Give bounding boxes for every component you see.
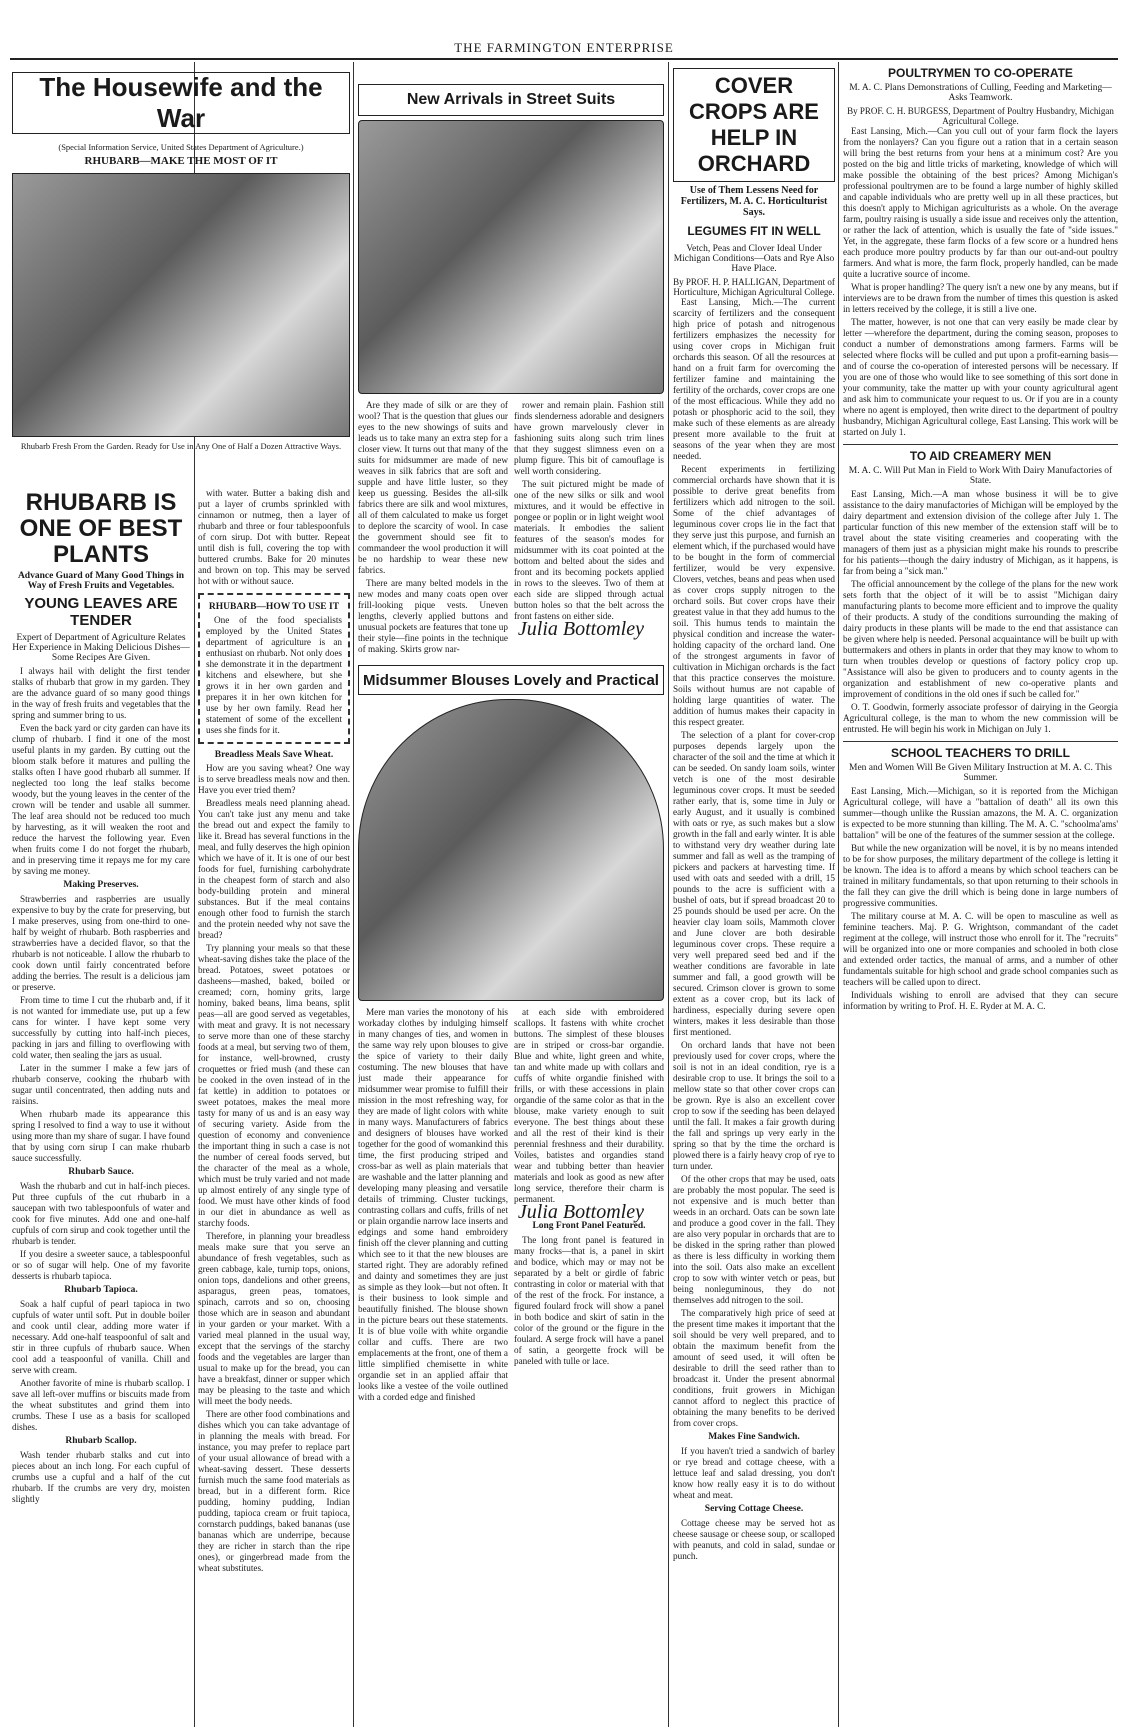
paragraph: One of the food specialists employed by the United States department of agriculture is an enthusiast on rhubarb. Not only does she demonstrate it in the department kitchens and elsewhere, but she grows it in her own garden and prepares it in her own kitchen for use by her own family. Read her statement of some of the excellent uses she finds for it.	[206, 615, 342, 735]
street-suit-illustration	[358, 120, 664, 394]
legumes-subhead: LEGUMES FIT IN WELL	[687, 224, 821, 238]
paragraph: When rhubarb made its appearance this spring I resolved to find a way to use it without using more than my share of sugar. I have found that by using corn sirup I can make rhubarb sauce successfully.	[12, 1109, 190, 1163]
paragraph: Are they made of silk or are they of wool? That is the question that glues our eyes to the new showings of suits and leads us to take many an extra step for a closer view. It turns out that many of the suits for midsummer are made of new weaves in silk fabrics that are soft and supple and have little luster, so they keep us guessing. Besides the all-silk fabrics there are silk and wool mixtures, all of them calculated to make us forget to deplore the scarcity of wool. In case the government should see fit to commandeer the wool production it will be no hardship to wear these new fabrics.	[358, 400, 508, 575]
poultry-section	[843, 62, 1118, 1727]
housewife-section	[12, 62, 350, 472]
poultry-title: POULTRYMEN TO CO-OPERATE	[888, 66, 1073, 80]
cover-crops-title: COVER CROPS ARE HELP IN ORCHARD	[689, 73, 819, 176]
cover-crops-section	[673, 62, 835, 1727]
school-teachers-title: SCHOOL TEACHERS TO DRILL	[843, 741, 1118, 760]
signature: Julia Bottomley	[517, 1201, 644, 1223]
paragraph: Wash the rhubarb and cut in half-inch pieces. Put three cupfuls of the cut rhubarb in a saucepan with two tablespoonfuls of water and cook for five minutes. Add one and one-half cupfuls of corn sirup and cook together until the rhubarb is tender.	[12, 1181, 190, 1246]
paragraph: If you desire a sweeter sauce, a tablespoonful or so of sugar will help. One of my favorite desserts is rhubarb tapioca.	[12, 1249, 190, 1281]
rhubarb-headline: RHUBARB IS ONE OF BEST PLANTS	[19, 490, 183, 568]
paragraph: Mere man varies the monotony of his workaday clothes by indulging himself in many changes of ties, and women in the same way rely upon blouses to give the spice of variety to their daily costuming. The new blouses that have just made their appearance for midsummer wear promise to fulfill their mission in the most refreshing way, for they are made of light colors with white in many ways. Manufacturers of fabrics and designers of blouses have worked together for the good of womankind this time, the first producing striped and cross-bar as well as plain materials that are washable and the latter planning and developing many pleasing and versatile details of trimming. Cluster tuckings, contrasting collars and cuffs, frills of net or plain organdie narrow lace inserts and edgings and some hand embroidery finish off the clever planning and cutting which see to it that the new blouses are started right. They are adorably refined and dainty and sometimes they are just as simple as they look—but not often. It is their business to look simple and beautifully finished. The blouse shown in the picture bears out these statements. It is of blue voile with white organdie collar and cuffs. There are two emplacements at the front, one of them a little simplified chemisette in white organdie set in an applied affair that looks like a vestee of the voile outlined with a corded edge and finished	[358, 1007, 509, 1402]
paragraph: with water. Butter a baking dish and put a layer of crumbs sprinkled with cinnamon or nutmeg, then a layer of rhubarb and three or four tablespoonfuls of corn sirup. Dot with butter. Repeat until dish is full, covering the top with buttered crumbs. Bake for 20 minutes and brown on top. This may be served hot with or without sauce.	[198, 488, 350, 586]
paragraph: Another favorite of mine is rhubarb scallop. I save all left-over muffins or biscuits made from the wheat substitutes and grind them into crumbs. These I use as a basis for scalloped dishes.	[12, 1378, 190, 1432]
creamery-deck: M. A. C. Will Put Man in Field to Work With Dairy Manufactories of State.	[848, 466, 1113, 486]
paragraph: If you haven't tried a sandwich of barley or rye bread and cottage cheese, with a lettuce leaf and salad dressing, you don't know how really easy it is to do without wheat and meat.	[673, 1446, 835, 1500]
blouse-illustration	[358, 699, 664, 1001]
breadless-title: Breadless Meals Save Wheat.	[214, 750, 334, 760]
paragraph: From time to time I cut the rhubarb and, if it is not wanted for immediate use, put up a few cans for winter. I have kept some very successfully by cutting into half-inch pieces, packing in jars and filling to overflowing with cold water, then sealing the jars as usual.	[12, 995, 190, 1060]
rhubarb-caption: Rhubarb Fresh From the Garden. Ready for Use in Any One of Half a Dozen Attractive Ways.	[20, 441, 342, 451]
paragraph: On orchard lands that have not been previously used for cover crops, where the soil is not in an ideal condition, rye is a desirable crop to use. It brings the soil to a mellow state so that other cover crops can be grown. Rye is also an excellent cover crop to sow if the seeding has been delayed until the fall. It makes a fair growth during the fall and springs up very early in the spring so that by the time the orchard is plowed there is a fairly heavy crop of rye to turn under.	[673, 1040, 835, 1171]
subhead: Rhubarb Tapioca.	[64, 1285, 138, 1295]
paragraph: Wash tender rhubarb stalks and cut into pieces about an inch long. For each cupful of crumbs use a cupful and a half of the cut rhubarb. If the crumbs are very dry, moisten slightly	[12, 1450, 190, 1504]
masthead: THE FARMINGTON ENTERPRISE	[454, 40, 674, 55]
paragraph: But while the new organization will be novel, it is by no means intended to be for show purposes, the military department of the college is letting it be known. The idea is to afford a means by which school teachers can be trained in military fundamentals, so that upon returning to their schools in the fall they can give the drill which is being done in large numbers of progressive communities.	[843, 843, 1118, 908]
paragraph: The official announcement by the college of the plans for the new work sets forth that the object of it will be to assist "Michigan dairy manufacturing plants to become more efficient and to improve the quality of their products. A study of the conditions surrounding the making of dairy products in these plants will be made to the end that assistance can be given where help is needed. Personal acquaintance will be built up with buttermakers and others in plants in order that they may know to whom to turn when troubles develop or questions of factory policy crop up. "Assistance will also be given to producers and to county agents in the organization and establishment of new co-operative plants and improvement of conditions in the old ones if such be called for."	[843, 579, 1118, 699]
rhubarb-deck: Advance Guard of Many Good Things in Way of Fresh Fruits and Vegetables.	[17, 571, 185, 591]
byline: By PROF. H. P. HALLIGAN, Department of Horticulture, Michigan Agricultural College.	[673, 277, 835, 297]
paragraph: East Lansing, Mich.—Can you cull out of your farm flock the layers from the nonlayers? Can you figure out a ration that in a certain season will bring the best returns from your hens at a minimum cost? Are you posted on the big and little tricks of marketing, knowledge of which will make possible the obtaining of the best prices? Among Michigan's professional poultrymen are to be found a large number of highly skilled and capable individuals who are pretty well up in all these practices, but this doesn't apply to Michigan agriculturists as a whole. On the average farm, poultry raising is usually a side issue and receives only the attention, or rather the lack of attention, which is usually the fate of "side issues." Yet, in the aggregate, these farm flocks of a few score or a hundred hens each produce more poultry products by far than our out-and-out poultry farmers. And what is more, the farm flock, properly handled, can be made quite a lucrative source of income.	[843, 126, 1118, 279]
paragraph: There are many belted models in the new modes and many coats open over frill-looking pique vests. Uneven lengths, cleverly applied buttons and unusual pockets are features that tone up their style—fine points in the technique of making. Skirts grow nar-	[358, 578, 508, 654]
paragraph: Soak a half cupful of pearl tapioca in two cupfuls of water until soft. Put in double boiler and cook until clear, adding more water if necessary. Add one-half teaspoonful of salt and stir in three cupfuls of rhubarb sauce. When cool add a teaspoonful of vanilla. Chill and serve with cream.	[12, 1299, 190, 1375]
paragraph: How are you saving wheat? One way is to serve breadless meals now and then. Have you ever tried them?	[198, 763, 350, 795]
fashion-section	[358, 62, 664, 1727]
paragraph: There are other food combinations and dishes which you can take advantage of in planning the meals with bread. For instance, you may prefer to replace part of your usual allowance of bread with a wheat-saving dessert. These desserts furnish much the same food materials as bread, but in a different form. Rice pudding, hominy pudding, Indian pudding, tapioca cream or fruit tapioca, cornstarch puddings, baked bananas (use bananas which are underripe, because they are richer in starch than the ripe ones), or gingerbread made from the wheat substitutes.	[198, 1409, 350, 1573]
paragraph: Cottage cheese may be served hot as cheese sausage or cheese soup, or scalloped with peanuts, and cold in salad, sundae or punch.	[673, 1518, 835, 1561]
paragraph: Strawberries and raspberries are usually expensive to buy by the crate for preserving, but I make preserves, using from one-third to one-half by weight of rhubarb. Both raspberries and strawberries have a decided flavor, so that the rhubarb is not noticeable. I allow the rhubarb to cook down until fairly concentrated before adding the berries. The result is a delicious jam or preserve.	[12, 894, 190, 992]
rhubarb-photo	[12, 173, 350, 437]
street-suits-title: New Arrivals in Street Suits	[406, 91, 616, 108]
paragraph: Therefore, in planning your breadless meals make sure that you serve an abundance of fresh vegetables, such as green cabbage, kale, turnip tops, onions, onion tops, dandelions and other greens, asparagus, green peas, tomatoes, spinach, carrots and so on, choosing those which are in season and abundant in your garden or your market. With a varied meal planned in the usual way, except that the servings of the starchy foods and the vegetables are larger than usual to make up for the bread, you can have a breakfast, dinner or supper which may be pleasing to the taste and which will meet the body needs.	[198, 1231, 350, 1406]
masthead-rule	[10, 58, 1118, 60]
byline: By PROF. C. H. BURGESS, Department of Poultry Husbandry, Michigan Agricultural College.	[847, 106, 1114, 126]
long-panel-title: Long Front Panel Featured.	[532, 1221, 646, 1231]
blouses-title: Midsummer Blouses Lovely and Practical	[363, 671, 659, 689]
housewife-subhead: RHUBARB—MAKE THE MOST OF IT	[84, 155, 278, 167]
paragraph: O. T. Goodwin, formerly associate professor of dairying in the Georgia Agricultural college, is the man to whom the new commission will be entrusted. He will begin his work in Michigan on July 1.	[843, 702, 1118, 734]
sandwich-title: Makes Fine Sandwich.	[708, 1432, 800, 1442]
paragraph: What is proper handling? The query isn't a new one by any means, but if interviews are to be drawn from the number of times this question is asked in letters received by the college, it is still a live one.	[843, 282, 1118, 314]
signature: Julia Bottomley	[517, 618, 644, 640]
poultry-deck: M. A. C. Plans Demonstrations of Culling, Feeding and Marketing—Asks Teamwork.	[849, 83, 1112, 103]
paragraph: I always hail with delight the first tender stalks of rhubarb that grow in my garden. They are the advance guard of so many good things in the way of fresh fruits and vegetables that the spring and summer bring to us.	[12, 666, 190, 720]
column-rule	[838, 62, 839, 1727]
paragraph: The long front panel is featured in many frocks—that is, a panel in skirt and bodice, which may or may not be separated by a belt or girdle of fabric contrasting in color or material with that of the rest of the frock. For instance, a figured foulard frock will show a panel in both bodice and skirt of satin in the color of the ground or the figure in the foulard. A serge frock will have a panel of satin, a georgette frock will be paneled with tulle or lace.	[514, 1235, 664, 1366]
subhead: Making Preserves.	[63, 880, 139, 890]
column-rule	[668, 62, 669, 1727]
paragraph: The suit pictured might be made of one of the new silks or silk and wool mixtures, and it would be effective in pongee or poplin or in light weight wool materials. It embodies the salient features of the season's modes for midsummer with its coat pointed at the bottom and belted about the sides and front and its becoming pockets applied in rows to the sleeves. Two of them at each side are slipped through actual button holes so that the belt across the front fastens on either side.	[514, 479, 664, 621]
paragraph: Try planning your meals so that these wheat-saving dishes take the place of the bread. Potatoes, sweet potatoes or dasheens—mashed, baked, boiled or creamed; corn, hominy grits, large hominy, baked beans, lima beans, split peas—all are good served as vegetables, with meat and gravy. It is not necessary to serve more than one of these starchy foods at a meal, but serving two of them, for instance, well-browned, crusty croquettes or fried mush (and these can be cooked in the oven instead of in the fat kettle) in addition to potatoes or sweet potatoes, makes the meal more tasty for many of us and is an easy way of securing variety. Aside from the question of economy and convenience the important thing in such a case is not the number of cereal foods served, but the character of the meal as a whole, which must be truly varied and not made up almost entirely of any single type of food. We must have other kinds of food in our diet in abundance as well as starchy foods.	[198, 943, 350, 1228]
paragraph: The military course at M. A. C. will be open to masculine as well as feminine teachers. Maj. P. G. Wrightson, commandant of the cadet regiment at the college, will instruct those who enroll for it. The "recruits" will be organized into one or more companies and schooled in both close and extended order tactics, the manual of arms, and a number of other fundamentals suitable for high school and grade school companies such as teachers will be called upon to direct.	[843, 911, 1118, 987]
paragraph: East Lansing, Mich.—A man whose business it will be to give assistance to the dairy manufactories of Michigan will be employed by the dairy department and extension division of the college after July 1. The particular function of this new member of the extension staff will be to travel about the state visiting creameries and cooperating with the managers of them just as a physician might make his rounds to prescribe for his patients—though the dairy industry of Michigan, as it happens, is far from being a "sick man."	[843, 489, 1118, 576]
subhead: Rhubarb Sauce.	[68, 1167, 134, 1177]
paragraph: The matter, however, is not one that can very easily be made clear by letter —wherefore the department, during the coming season, proposes to conduct a number of demonstrations among farmers. Farms will be selected where flocks will be culled and put upon a profit-earning basis—and of course the co-operation of interested persons will be necessary. If you are one of those who would like to see something of this sort done in your community, take the matter up with your county agricultural agent and ask him to communicate your request to us. Or if you are in a county where no agent is employed, then write direct to the department of poultry husbandry, Michigan Agricultural college, East Lansing. This work will be started on July 1.	[843, 317, 1118, 437]
subhead: Rhubarb Scallop.	[65, 1436, 137, 1446]
paragraph: East Lansing, Mich.—Michigan, so it is reported from the Michigan Agricultural college, will have a "battalion of death" all its own this summer—though unlike the Russian amazons, the M. A. C. organization is expected to be more stunning than killing. The M. A. C. "schoolma'ams' battalion" will be one of the features of the summer session at the college.	[843, 786, 1118, 840]
paragraph: Of the other crops that may be used, oats are probably the most popular. The seed is not expensive and is much better than weeds in an orchard. Oats can be sown late and produce a good cover in the fall. They are also very popular in orchards that are to be disked in the spring rather than plowed as there is less difficulty in working them into the soil. Oats also make an excellent crop to sow with winter vetch or peas, but being nonleguminous, they do not themselves add nitrogen to the soil.	[673, 1174, 835, 1305]
young-leaves-headline: YOUNG LEAVES ARE TENDER	[24, 595, 178, 629]
column-rule	[353, 62, 354, 1727]
school-teachers-deck: Men and Women Will Be Given Military Instruction at M. A. C. This Summer.	[849, 763, 1112, 783]
housewife-service: (Special Information Service, United States Department of Agriculture.)	[58, 142, 304, 152]
paragraph: The selection of a plant for cover-crop purposes depends largely upon the character of the soil and the time at which it can be seeded. On sandy loam soils, winter vetch is one of the most desirable leguminous cover crops. It must be seeded rather early, that is, some time in July or early August, and it usually is combined with oats or rye, as such makes but a slow growth in the fall and early winter. It is able to withstand very dry weather during late summer and fall as well as the tramping of pickers and packers at harvesting time. If used with oats and seeded with a drill, 15 pounds to the acre is sufficient with a bushel of oats, but if spread broadcast 20 to 25 pounds should be used per acre. On the heavier clay loam soils, Mammoth clover and June clover are both desirable leguminous cover crops. These require a very well prepared seed bed and if the weather conditions are favorable in late summer and fall, a good growth will be secured. Crimson clover is grown to some extent as a cover crop, but its lack of hardiness, especially during severe open winters, makes it less desirable than those first mentioned.	[673, 730, 835, 1037]
young-leaves-deck: Expert of Department of Agriculture Relates Her Experience in Making Delicious Dishes—Some Recipes Are Given.	[12, 633, 190, 663]
paragraph: The comparatively high price of seed at the present time makes it important that the soil should be very well prepared, and to obtain the maximum benefit from the amount of seed used, it will often be desirable to drill the seed rather than to broadcast it. Under the present abnormal conditions, fruit growers in Michigan cannot afford to neglect this practice of obtaining the many benefits to be derived from cover crops.	[673, 1308, 835, 1428]
paragraph: Later in the summer I make a few jars of rhubarb conserve, cooking the rhubarb with sugar until concentrated, then adding nuts and raisins.	[12, 1063, 190, 1106]
creamery-title: TO AID CREAMERY MEN	[843, 444, 1118, 463]
housewife-title: The Housewife and the War	[39, 72, 323, 133]
column-1	[12, 490, 190, 1727]
paragraph: Individuals wishing to enroll are advised that they can secure information by writing to Prof. H. E. Ryder at M. A. C.	[843, 990, 1118, 1011]
paragraph: East Lansing, Mich.—The current scarcity of fertilizers and the consequent high price of potash and nitrogenous fertilizers emphasizes the necessity for using cover crops in Michigan fruit orchards this season. Of all the resources at hand on a fruit farm for overcoming the fertilizer famine and maintaining the fertility of the orchards, cover crops are one of the most efficacious. While they add no potash or phosphoric acid to the soil, they make such of these elements as are already present more available to the fruit at seasons of the year when they are most needed.	[673, 297, 835, 461]
paragraph: Even the back yard or city garden can have its clump of rhubarb. I find it one of the most useful plants in my garden. By cutting out the bloom stalk before it matures and pulling the stalks often I have good rhubarb all summer. If neglected too long the leaf stalks become woody, but the young leaves in the center of the crown will be tender and usable all summer. The leaf area should not be reduced too much by harvesting, as it will weaken the root and reduce the harvest the following year. Even when fruits come I do not forget the rhubarb, and in preserving time it repays me for my care by saving me money.	[12, 723, 190, 876]
how-to-use-title: RHUBARB—HOW TO USE IT	[208, 602, 340, 612]
paragraph: Recent experiments in fertilizing commercial orchards have shown that it is possible to derive great benefits from fertilizers which add nitrogen to the soil. Some of the chief advantages of leguminous cover crops lie in the fact that they serve just this purpose, and furnish an element which, if the purchased would have to be bought in the form of commercial fertilizer, would be very expensive. Clovers, vetches, beans and peas when used as cover crops supply nitrogen to the orchard soils. But cover crops have their greatest value in that they add humus to the soil. This humus tends to maintain the physical condition and increase the water-holding capacity of the orchard land. One of the strongest arguments in favor of cultivation in Michigan orchards is the fact that this practice conserves the moisture. Soils without humus are not capable of holding large quantities of water. The addition of humus makes their capacity in this respect greater.	[673, 464, 835, 727]
column-2	[198, 488, 350, 1727]
legumes-deck: Vetch, Peas and Clover Ideal Under Michigan Conditions—Oats and Rye Also Have Place.	[673, 244, 835, 274]
cottage-cheese-title: Serving Cottage Cheese.	[704, 1504, 804, 1514]
paragraph: rower and remain plain. Fashion still finds slenderness adorable and designers have grown marvelously clever in fashioning suits along such trim lines that they suggest slimness even on a plump figure. This bit of camouflage is well worth considering.	[514, 400, 664, 476]
cover-crops-deck: Use of Them Lessens Need for Fertilizers, M. A. C. Horticulturist Says.	[680, 185, 828, 218]
how-to-use-box	[198, 593, 350, 744]
paragraph: at each side with embroidered scallops. It fastens with white crochet buttons. The simplest of these blouses are in striped or cross-bar organdie. Blue and white, light green and white, tan and white made up with collars and cuffs of white organdie finished with frills, or with these accessions in plain organdie of the same color as that in the blouse, make variety enough to suit everyone. The best things about these and all the rest of their kind is their perennial freshness and their durability. Voiles, batistes and organdies stand wear and tubbing better than heavier materials and look as good as new after long service, therefore their charm is permanent.	[514, 1007, 664, 1204]
paragraph: Breadless meals need planning ahead. You can't take just any menu and take the bread out and expect the family to like it. Bread has several functions in the meal, and fully deserves the high opinion which we have of it. It is one of our best foods for fuel, furnishing carbohydrate in the cheapest form of starch and also body-building protein and mineral substances. But if the meal contains enough other food to furnish the starch and the protein needed why not save the bread?	[198, 798, 350, 940]
